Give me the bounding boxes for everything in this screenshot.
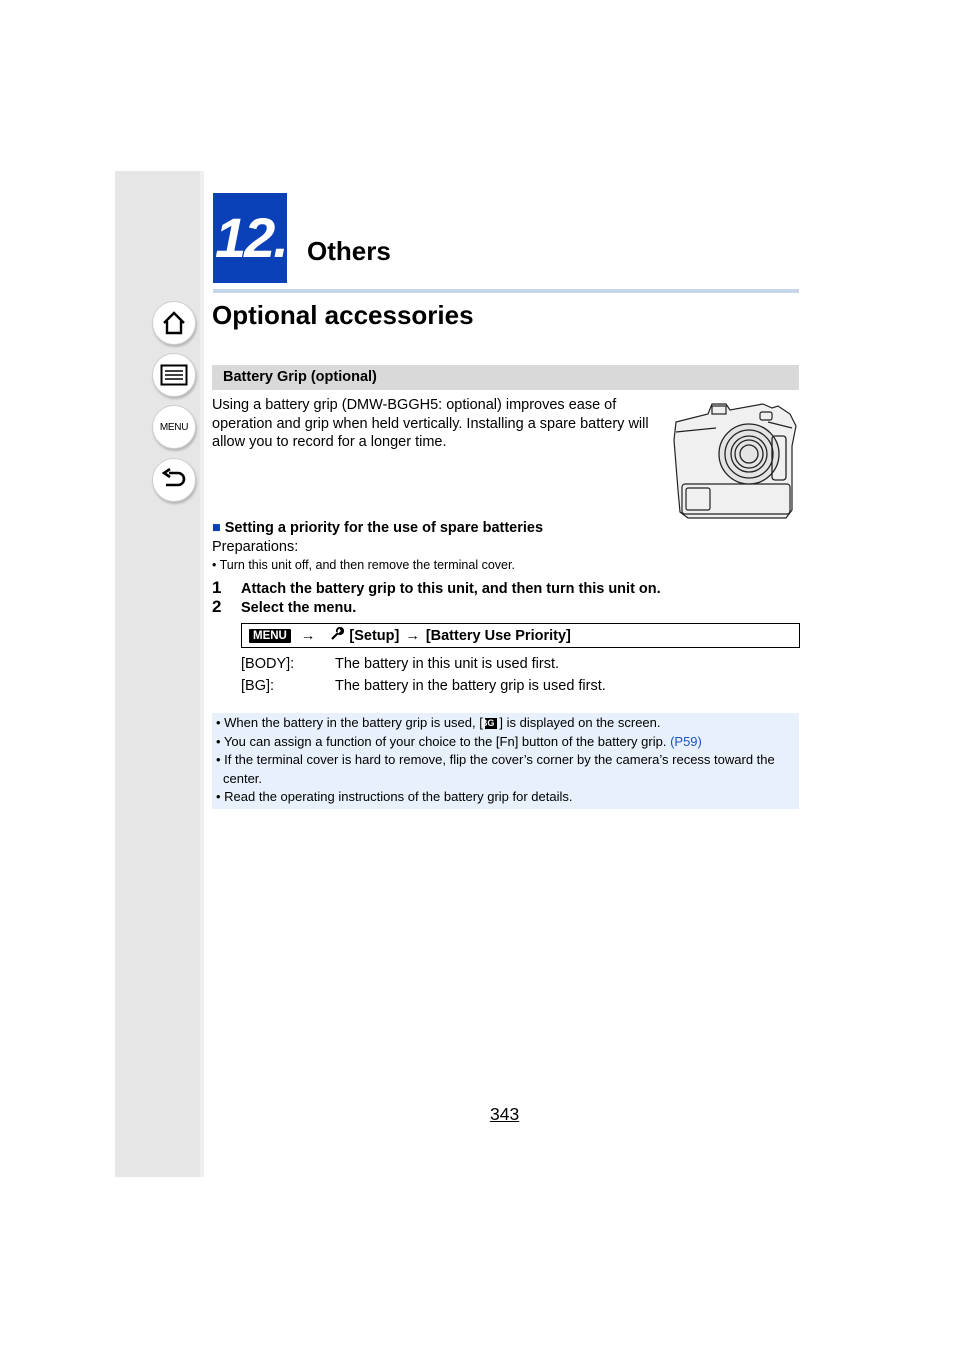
arrow: → [405, 627, 420, 644]
step-1 [212, 578, 661, 598]
option-value: The battery in this unit is used first. [335, 656, 560, 672]
menu-item: [Battery Use Priority] [425, 627, 571, 644]
divider [213, 289, 799, 293]
option-row [241, 656, 559, 672]
menu-label: MENU [159, 421, 189, 433]
step-2 [212, 597, 356, 617]
note-text: ] is displayed on the screen. [499, 715, 661, 730]
note-text: • You can assign a function of your choice to the [Fn] button of the battery grip. [216, 733, 671, 749]
notes-box [212, 713, 799, 809]
note-item: • Read the operating instructions of the battery grip for details. [216, 789, 573, 804]
note-item [216, 733, 791, 752]
menu-path-box [241, 623, 800, 648]
chapter-title: Others [307, 236, 391, 266]
step-text: Select the menu. [241, 600, 357, 616]
back-arrow-icon [161, 468, 187, 492]
back-button[interactable] [152, 458, 196, 502]
contents-list-icon [160, 364, 188, 386]
square-bullet-icon: ■ [212, 520, 221, 536]
note-item: • If the terminal cover is hard to remove, flip the cover’s corner by the camera’s recess toward the center. [216, 752, 775, 786]
page-number: 343 [490, 1104, 520, 1124]
option-value: The battery in the battery grip is used first. [335, 678, 606, 694]
home-button[interactable] [152, 301, 196, 345]
section-title: Battery Grip (optional) [223, 369, 377, 385]
step-number: 1 [212, 578, 222, 597]
menu-button[interactable] [152, 405, 196, 449]
menu-setup: [Setup] [349, 627, 400, 644]
subsection-title: Setting a priority for the use of spare batteries [224, 520, 544, 536]
preparations-note: • Turn this unit off, and then remove the terminal cover. [212, 558, 515, 572]
wrench-icon [330, 627, 344, 645]
page-link[interactable]: (P59) [670, 733, 702, 749]
chapter-number: 12. [213, 193, 287, 283]
contents-button[interactable] [152, 353, 196, 397]
subsection-heading [212, 520, 543, 536]
section-header [212, 365, 799, 390]
step-text: Attach the battery grip to this unit, and then turn this unit on. [241, 581, 661, 597]
option-row [241, 678, 606, 694]
note-item [216, 714, 791, 733]
intro-text: Using a battery grip (DMW-BGGH5: optional) improves ease of operation and grip when held vertically. Installing a spare battery will allow you to record for a longer time. [212, 397, 649, 450]
step-number: 2 [212, 597, 222, 616]
page-title: Optional accessories [212, 300, 474, 330]
camera-with-battery-grip-icon [668, 400, 799, 522]
arrow: → [300, 627, 316, 644]
home-icon [161, 310, 187, 336]
preparations-label: Preparations: [212, 539, 299, 555]
bg-icon: BG [485, 718, 498, 729]
menu-badge: MENU [249, 629, 291, 643]
option-key: [BODY]: [241, 656, 295, 672]
sidebar-edge [200, 171, 204, 1177]
option-key: [BG]: [241, 678, 275, 694]
note-text: • When the battery in the battery grip is used, [ [216, 715, 483, 730]
